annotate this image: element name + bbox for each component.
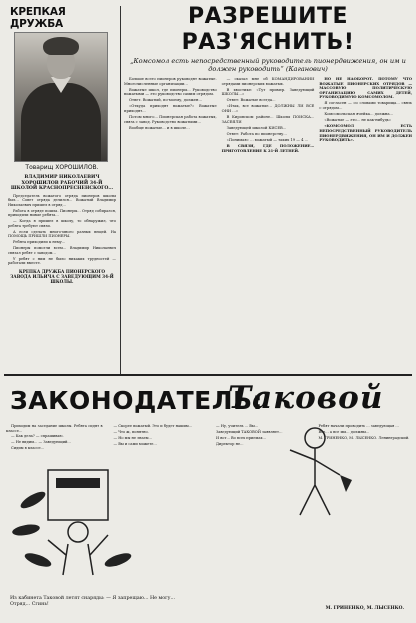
article-signature: М. ГРИНЕНКО, М. ЛЫСЕНКО. <box>325 606 404 611</box>
left-column <box>6 6 118 284</box>
paragraph: «КОМСОМОЛ ЕСТЬ НЕПОСРЕДСТВЕННЫЙ РУКОВОДИТЕЛЬ ПИОНЕРДВИЖЕНИЯ, ОН ИМ И ДОЛЖЕН РУКОВОДИТЬ». <box>319 124 413 143</box>
paragraph: Ребята приходили к нему... <box>13 240 66 245</box>
paragraph: — Как дела? — спрашиваю. <box>11 434 64 439</box>
paragraph: Ребят начали проводить ... заведующая ... <box>318 424 399 428</box>
paragraph: Ответ: Вожатые всегда... <box>226 98 276 103</box>
paragraph: «Откуда приходят вожатые?» Вожатые приходят... <box>124 104 217 114</box>
left-column-title: КРЕПКАЯ ДРУЖБА <box>10 6 66 30</box>
cartoon-figure <box>270 420 360 520</box>
main-col-3 <box>319 77 412 155</box>
paragraph: Вожатые школ, где пионеры... Руководство вожатыми — это руководство самим отрядом. <box>124 87 217 97</box>
column-divider <box>120 6 121 376</box>
paragraph: У ребят с ним не было никаких трудностей — работали вместе. <box>8 256 116 266</box>
cartoon-illustration <box>8 460 138 590</box>
paragraph: Комсомольская ячейка... должна... <box>324 112 394 117</box>
left-closing: КРЕПКА ДРУЖБА ПИОНЕРСКОГО ЗАВОДА ИЛЬИЧА С ЗАВЕДУЮЩИМ 34-Й ШКОЛЫ. <box>10 268 114 285</box>
paragraph: Ответ. Вожатый, по-моему, должен... <box>129 98 202 103</box>
paragraph: Вообще вожатые... и в школе... <box>129 125 190 130</box>
paragraph: Ответ: Работа по пионерству... <box>226 131 287 136</box>
paragraph: Работа в отряде пошла. Пионеры... Отряд собирался, приходили новые ребята... <box>8 208 116 218</box>
paragraph: М. ГРИНЕНКО, М. ЛЫСЕНКО. Ленинградский. <box>318 435 410 440</box>
left-body <box>8 194 116 266</box>
main-headline: РАЗРЕШИТЕ РАЗ'ЯСНИТЬ! <box>181 4 355 55</box>
paragraph: «Вожатые — это... не как-нибудь» <box>324 118 392 123</box>
paragraph: Сидим в классе... <box>11 446 45 451</box>
bottom-headline-left: ЗАКОНОДАТЕЛЬ: <box>10 386 264 415</box>
cartoon-caption: Из кабинета Таковой летят снаряды: — Я запрещаю... Не могу... Отряд... Сгинь! <box>10 596 176 607</box>
portrait-photo <box>14 32 108 162</box>
portrait-caption: Товарищ ХОРОШИЛОВ. <box>25 164 99 171</box>
paragraph: В СВЯЗИ, ГДЕ ПОЛОЖЕНИЕ... ПРИГОТОВЛЕНИЕ К 21-Й ЛЕТНЕЙ. <box>221 144 315 153</box>
main-article <box>124 4 412 155</box>
paragraph: Директор не... <box>216 441 244 446</box>
bottom-col-1 <box>6 424 103 452</box>
paragraph: «Понимая» ... вожатый — таких 19 — 4 ... <box>226 138 309 143</box>
main-columns <box>124 77 412 155</box>
paragraph: — сказал мне об КОМАНДИРОВАНИИ отрядами пионерских вожатых. <box>221 77 315 86</box>
paragraph: Я согласен — со словами товарища... связь с отрядом... <box>319 101 413 111</box>
paragraph: — Но мы не знаем... <box>113 435 152 440</box>
paragraph: Председатель вожатого отряда пионеров школы был... Совет отряда делился... Вожатый Владимир Николаевич пришел в отряд... <box>8 193 116 207</box>
paragraph: И вот... Во всех приемах... <box>216 435 266 440</box>
bottom-headline <box>6 380 410 420</box>
paragraph: Заведующий ТАКОВОЙ заявляет... <box>216 429 283 434</box>
paragraph: Больше всего пионеров руководят вожатые. Многочисленные организации... <box>124 77 217 86</box>
paragraph: — Когда я пришел в школу, то обнаружил, что ребята требуют связи. <box>8 219 116 228</box>
paragraph: Заведующей школой КИСЕВ... <box>226 125 287 130</box>
paragraph: А если сделать много-много разных вещей. На ПОМОЩЬ ПРИШЛИ ПИОНЕРЫ. <box>8 229 116 239</box>
paragraph: Все... а все мы... должны... <box>318 429 370 434</box>
paragraph: Пионеры помогли всем... Владимир Николаевич связал ребят с заводом... <box>8 246 116 255</box>
main-col-1 <box>124 77 217 155</box>
paragraph: Потом много... Пионерская работа вожатых, связь с завод. Руководство вожатыми... <box>124 115 217 124</box>
paragraph: — Что ж, понятно. <box>113 429 149 434</box>
section-divider <box>4 374 412 376</box>
paragraph: — Скорее вожатый. Это и будет нашим... <box>113 424 193 428</box>
bottom-col-2 <box>109 424 206 452</box>
main-col-2 <box>222 77 315 155</box>
paragraph: В хвостике: «Тут пример. Заведующий ШКОЛЫ...» <box>221 87 315 97</box>
paragraph: — Вы и сами можете... <box>113 441 157 446</box>
main-epigraph: „Комсомол есть непосредственный руководитель пионердвижения, он им и должен руководить“ (Каганович) <box>130 57 406 73</box>
paragraph: Приходим на заседание школы. Ребята сидят в классе... <box>6 424 103 433</box>
left-lead: ВЛАДИМИР НИКОЛАЕВИЧ ХОРОШИЛОВ РАБОЧИЙ 34-Й ШКОЛОЙ КРАСНОПРЕСНЕНСКОГО... <box>10 175 114 192</box>
paragraph: — Не видим... — Заведующий... <box>11 440 71 445</box>
paragraph: НО НЕ НАОБОРОТ. ПОТОМУ ЧТО ВОЖАТЫЕ ПИОНЕРСКИХ ОТРЯДОВ — МАССОВУЮ ПОЛИТИЧЕСКУЮ ОРГАНИЗАЦИЮ САМИХ ДЕТЕЙ, РУКОВОДИМУЮ КОМСОМОЛОМ. <box>319 77 413 100</box>
paragraph: В Кировском районе... Школы ПОИСКА... ЗАСЕЯЛИ <box>221 115 315 124</box>
bottom-headline-right: Таковой <box>228 380 384 416</box>
paragraph: — Ну, учитель ... Вы... <box>216 424 259 428</box>
paragraph: «Итак, все вожатые... ДОЛЖНЫ ЛИ ВСЕ ОНИ ...» <box>221 104 315 114</box>
